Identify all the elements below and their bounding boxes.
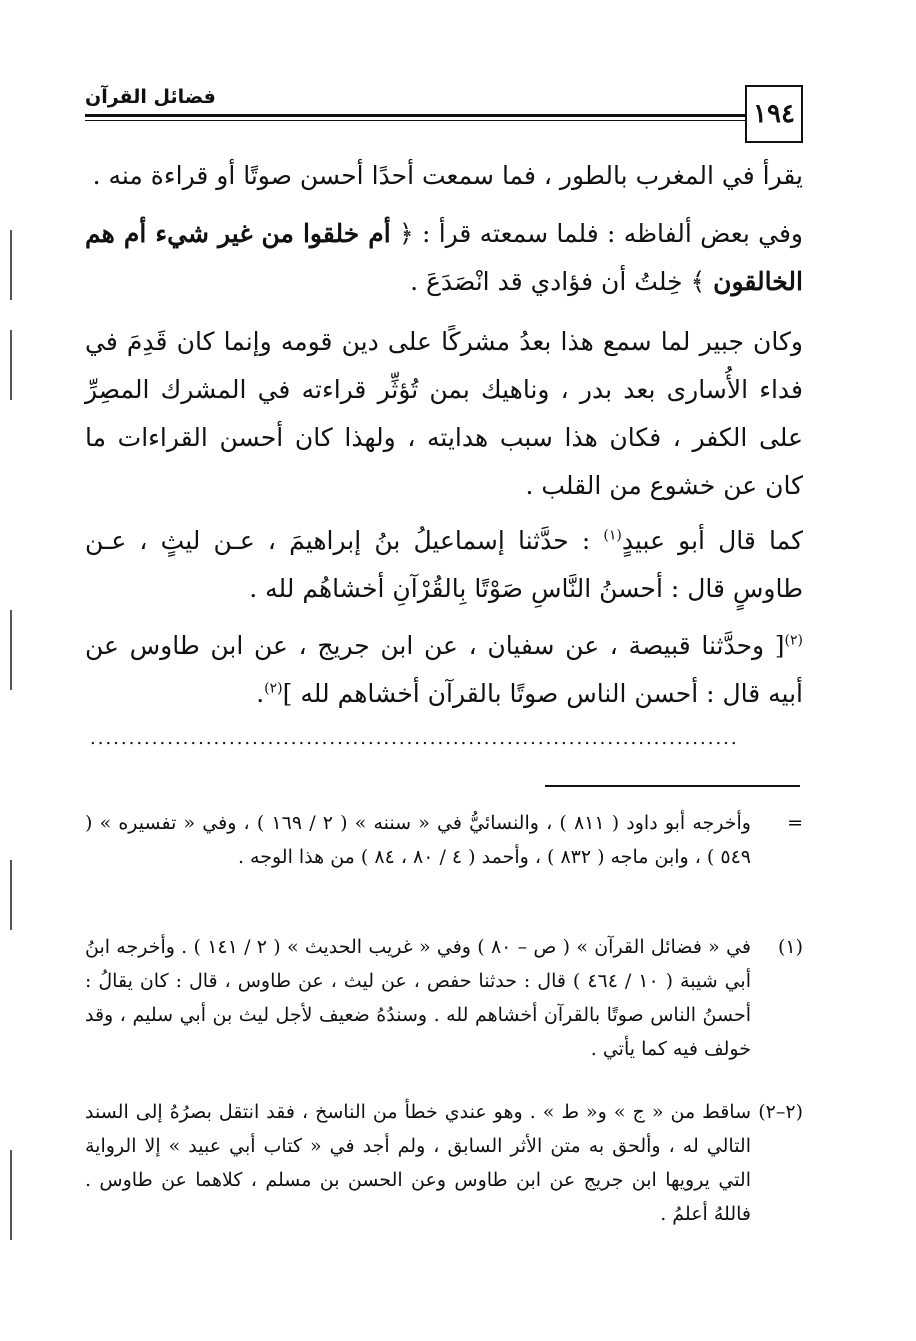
paragraph-2 [85, 210, 803, 306]
paragraph-2-intro: وفي بعض ألفاظه : فلما سمعته قرأ : ﴿ [399, 219, 803, 248]
paragraph-4-start: كما قال أبو عبيدٍ [621, 526, 803, 555]
running-title: فضائل القرآن [85, 86, 216, 108]
footnote-ref-2-close[interactable]: (٢) [264, 680, 283, 697]
header-rule [85, 114, 745, 117]
scan-edge-mark [10, 330, 12, 400]
scan-edge-mark [10, 610, 12, 690]
paragraph-5-end: . [256, 679, 265, 708]
footnote-2-mark: (٢–٢) [758, 1101, 803, 1123]
quran-verse: أم خلقوا من غير شيء أم هم الخالقون [85, 219, 803, 296]
header-rule-thin [85, 120, 745, 121]
dotted-separator: .................................................................................... [90, 728, 739, 749]
scan-edge-mark [10, 230, 12, 300]
paragraph-4-rest: : حدَّثنا إسماعيلُ بنُ إبراهيمَ ، عـن ليثٍ ، عـن طاوسٍ قال : أحسنُ النَّاسِ صَوْتًا بِالقُرْآنِ أخشاهُم لله . [85, 526, 803, 603]
footnote-1-text: في « فضائل القرآن » ( ص – ٨٠ ) وفي « غريب الحديث » ( ٢ / ١٤١ ) . وأخرجه ابنُ أبي شيبة ( ١٠ / ٤٦٤ ) قال : حدثنا حفص ، عن ليث ، عن طاوس ، قال : كان يقالُ : أحسنُ الناس صوتًا بالقرآن أخشاهم لله . وسندُهُ ضعيف لأجل ليث بن أبي سليم ، وقد خولف فيه كما يأتي . [85, 936, 751, 1060]
footnote-2 [85, 1095, 803, 1231]
paragraph-3: وكان جبير لما سمع هذا بعدُ مشركًا على دين قومه وإنما كان قَدِمَ في فداء الأُسارى بعد بدر ، وناهيك بمن تُؤثِّر قراءته في المشرك المصِرِّ على الكفر ، فكان هذا سبب هدايته ، ولهذا كان أحسن القراءات ما كان عن خشوع من القلب . [85, 327, 803, 500]
footnote-rule [545, 785, 800, 787]
page-number: ١٩٤ [745, 85, 803, 143]
footnote-2-text: ساقط من « ج » و« ط » . وهو عندي خطأ من الناسخ ، فقد انتقل بصرُهُ إلى السند التالي له ، وألحق به متن الأثر السابق ، ولم أجد في « كتاب أبي عبيد » إلا الرواية التي يرويها ابن جريج عن ابن طاوس وعن الحسن بن مسلم ، كلاهما عن طاوس . فاللهُ أعلمُ . [85, 1101, 751, 1225]
scan-edge-mark [10, 1150, 12, 1240]
footnote-ref-2-open[interactable]: (٢) [784, 632, 803, 649]
footnote-1 [85, 930, 803, 1066]
paragraph-1: يقرأ في المغرب بالطور ، فما سمعت أحدًا أحسن صوتًا أو قراءة منه . [92, 161, 803, 190]
paragraph-5 [85, 622, 803, 718]
scan-edge-mark [10, 860, 12, 930]
footnote-continuation [85, 806, 803, 874]
footnote-continuation-text: وأخرجه أبو داود ( ٨١١ ) ، والنسائيُّ في « سننه » ( ٢ / ١٦٩ ) ، وفي « تفسيره » ( ٥٤٩ ) ، وابن ماجه ( ٨٣٢ ) ، وأحمد ( ٤ / ٨٠ ، ٨٤ ) من هذا الوجه . [85, 812, 751, 868]
footnote-ref-1[interactable]: (١) [603, 527, 622, 544]
footnote-continuation-mark: = [787, 812, 803, 834]
paragraph-2-end: ﴾ خِلتُ أن فؤادي قد انْصَدَعَ . [410, 267, 706, 296]
footnote-1-mark: (١) [777, 936, 803, 958]
paragraph-5-text: [ وحدَّثنا قبيصة ، عن سفيان ، عن ابن جريج ، عن ابن طاوس عن أبيه قال : أحسن الناس صوتًا بالقرآن أخشاهم لله ] [85, 631, 803, 708]
paragraph-4 [85, 517, 803, 613]
